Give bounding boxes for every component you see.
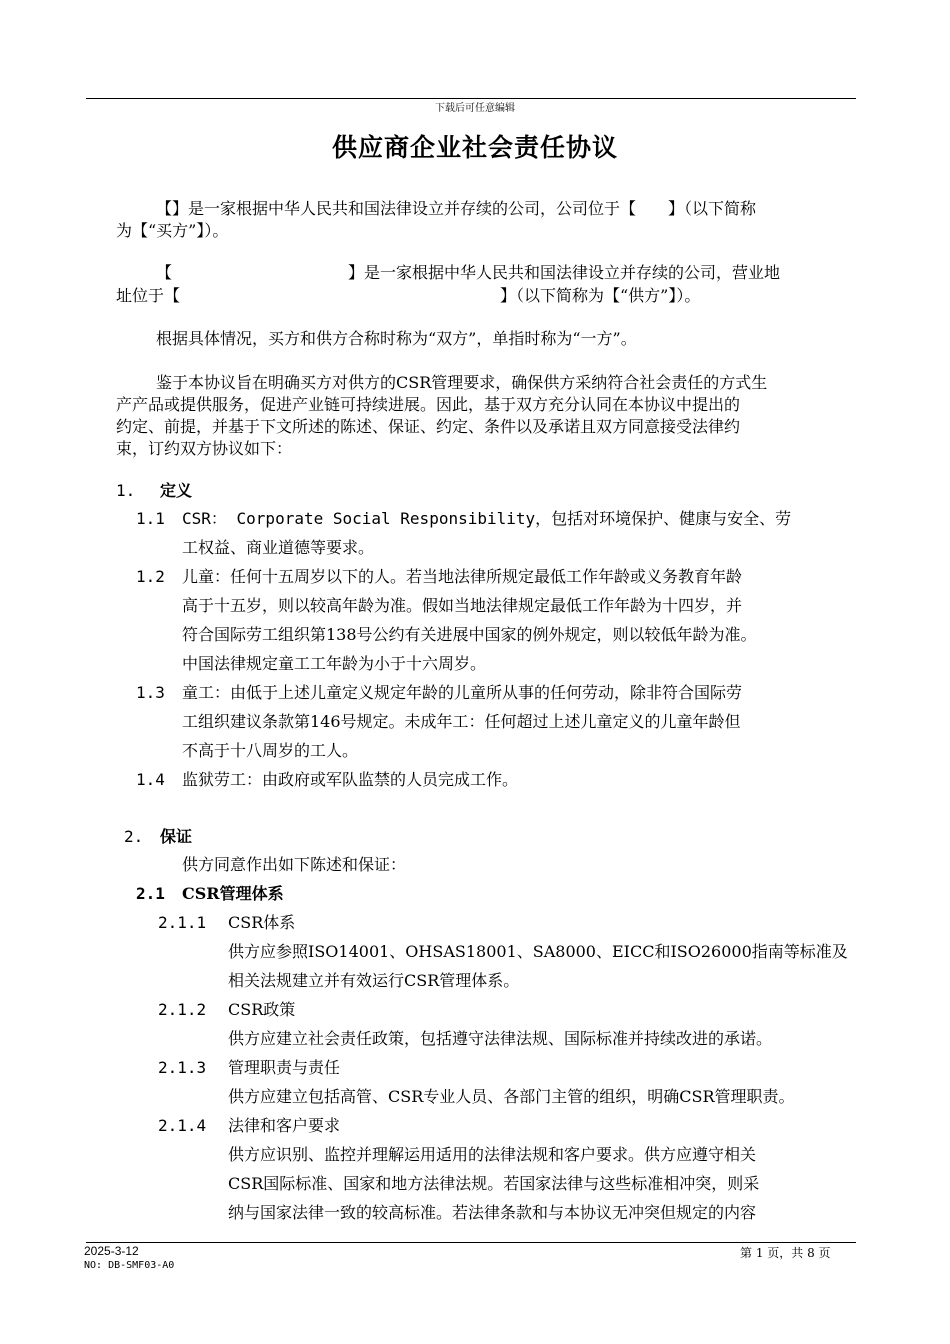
item-number: 1.2: [136, 567, 165, 586]
clause-line: CSR国际标准、国家和地方法律法规。若国家法律与这些标准相冲突，则采: [228, 1174, 760, 1193]
clause-title: 管理职责与责任: [228, 1058, 341, 1077]
item-number: 1.3: [136, 683, 165, 702]
item-line: 童工：由低于上述儿童定义规定年龄的儿童所从事的任何劳动，除非符合国际劳: [182, 683, 743, 702]
seller-line-1: 【 】是一家根据中华人民共和国法律设立并存续的公司，营业地: [156, 263, 781, 282]
parties-paragraph: 根据具体情况，买方和供方合称时称为“双方”，单指时称为“一方”。: [156, 329, 637, 348]
whereas-line: 束，订约双方协议如下：: [116, 439, 293, 458]
item-line: 不高于十八周岁的工人。: [182, 741, 359, 760]
clause-title: 法律和客户要求: [228, 1116, 341, 1135]
section-2-number: 2.: [124, 827, 144, 846]
footer-doc-number: NO: DB-SMF03-A0: [84, 1260, 175, 1271]
item-number: 1.1: [136, 509, 165, 528]
clause-number: 2.1.4: [158, 1116, 207, 1135]
section-1-number: 1.: [116, 481, 136, 500]
whereas-line: 鉴于本协议旨在明确买方对供方的CSR管理要求，确保供方采纳符合社会责任的方式生: [156, 373, 768, 392]
clause-number: 2.1.3: [158, 1058, 207, 1077]
clause-title: CSR政策: [228, 1000, 296, 1019]
clause-line: 纳与国家法律一致的较高标准。若法律条款和与本协议无冲突但规定的内容: [228, 1203, 757, 1222]
section-2-intro: 供方同意作出如下陈述和保证：: [182, 855, 407, 874]
buyer-line-1: 【】是一家根据中华人民共和国法律设立并存续的公司，公司位于【 】（以下简称: [156, 199, 757, 218]
clause-title: CSR体系: [228, 913, 296, 932]
item-line: 中国法律规定童工工年龄为小于十六周岁。: [182, 654, 487, 673]
clause-line: 供方应参照ISO14001、OHSAS18001、SA8000、EICC和ISO26000指南等标准及: [228, 942, 848, 961]
section-2-title: 保证: [160, 827, 193, 846]
whereas-line: 产产品或提供服务，促进产业链可持续进展。因此，基于双方充分认同在本协议中提出的: [116, 395, 741, 414]
seller-line-2: 址位于【 】（以下简称为【“供方”】）。: [116, 286, 701, 305]
item-line: 工权益、商业道德等要求。: [182, 538, 375, 557]
subsection-title: CSR管理体系: [182, 884, 284, 903]
document-title: 供应商企业社会责任协议: [331, 133, 618, 162]
subsection-number: 2.1: [136, 884, 165, 903]
clause-line: 相关法规建立并有效运行CSR管理体系。: [228, 971, 520, 990]
item-line: 监狱劳工：由政府或军队监禁的人员完成工作。: [182, 770, 519, 789]
section-1-title: 定义: [160, 481, 193, 500]
item-number: 1.4: [136, 770, 165, 789]
clause-line: 供方应识别、监控并理解运用适用的法律法规和客户要求。供方应遵守相关: [228, 1145, 757, 1164]
item-line: 符合国际劳工组织第138号公约有关进展中国家的例外规定，则以较低年龄为准。: [182, 625, 757, 644]
whereas-line: 约定、前提，并基于下文所述的陈述、保证、约定、条件以及承诺且双方同意接受法律约: [116, 417, 741, 436]
item-line: 工组织建议条款第146号规定。未成年工：任何超过上述儿童定义的儿童年龄但: [182, 712, 741, 731]
item-line: 高于十五岁，则以较高年龄为准。假如当地法律规定最低工作年龄为十四岁，并: [182, 596, 743, 615]
item-line: 儿童：任何十五周岁以下的人。若当地法律所规定最低工作年龄或义务教育年龄: [182, 567, 743, 586]
clause-line: 供方应建立社会责任政策，包括遵守法律法规、国际标准并持续改进的承诺。: [228, 1029, 773, 1048]
clause-number: 2.1.2: [158, 1000, 207, 1019]
footer-page-number: 第 1 页，共 8 页: [740, 1246, 831, 1260]
clause-line: 供方应建立包括高管、CSR专业人员、各部门主管的组织，明确CSR管理职责。: [228, 1087, 795, 1106]
footer-rule: [86, 1242, 856, 1243]
buyer-line-2: 为【“买方”】）。: [116, 221, 229, 240]
footer-date: 2025-3-12: [84, 1244, 139, 1258]
header-note: 下载后可任意编辑: [435, 103, 515, 114]
item-line: CSR： Corporate Social Responsibility，包括对环境保护、健康与安全、劳: [182, 509, 792, 528]
clause-number: 2.1.1: [158, 913, 207, 932]
